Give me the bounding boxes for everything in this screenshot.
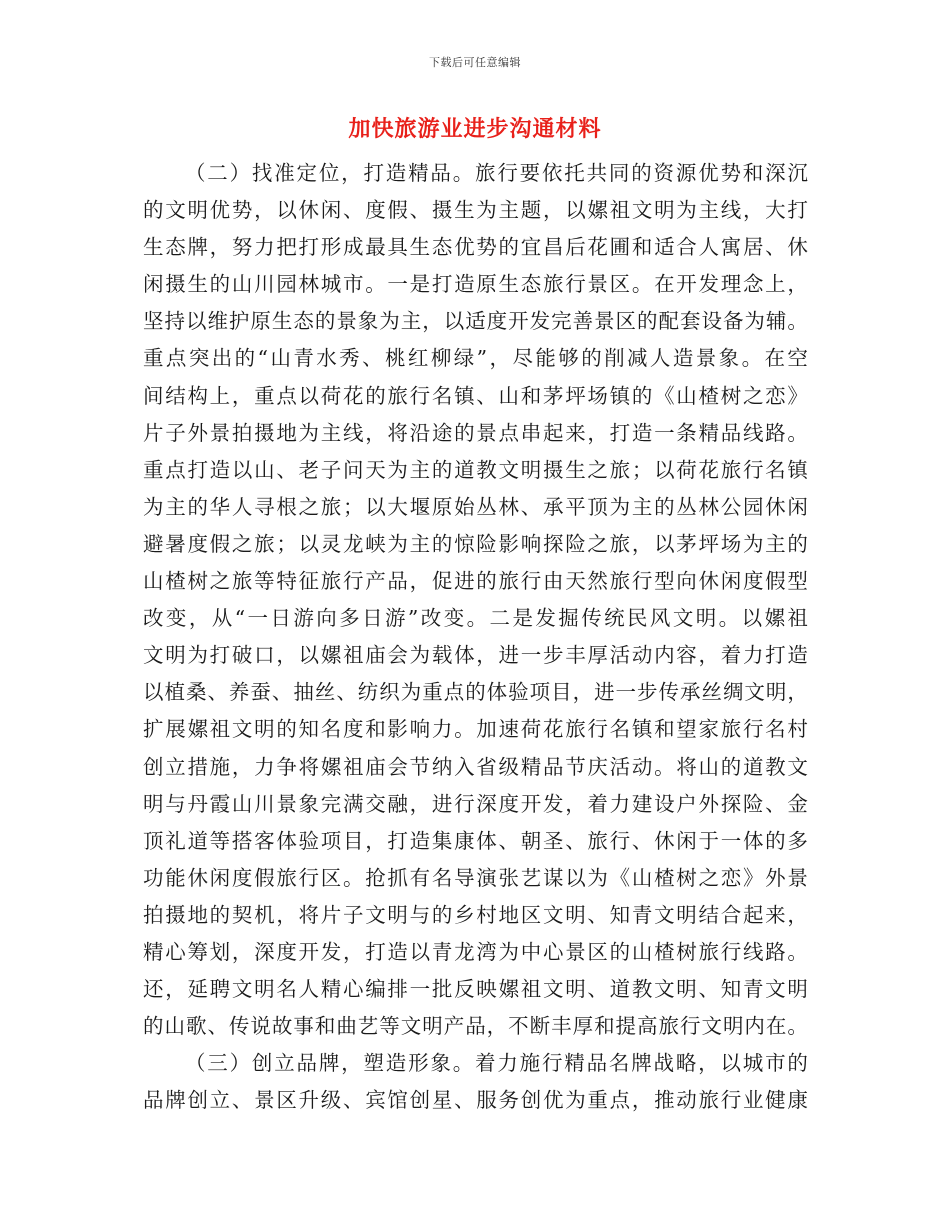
text-line: 重点突出的“山青水秀、桃红柳绿”，尽能够的削减人造景象。在空: [143, 346, 811, 371]
text-line: 还，延聘文明名人精心编排一批反映嫘祖文明、道教文明、知青文明: [143, 977, 810, 1002]
text-line: 明与丹霞山川景象完满交融，进行深度开发，着力建设户外探险、金: [143, 791, 810, 816]
text-line: 片子外景拍摄地为主线，将沿途的景点串起来，打造一条精品线路。: [143, 420, 810, 445]
text-line: 为主的华人寻根之旅；以大堰原始丛林、承平顶为主的丛林公园休闲: [143, 494, 810, 519]
text-line: 山楂树之旅等特征旅行产品，促进的旅行由天然旅行型向休闲度假型: [143, 569, 810, 594]
text-line: 闲摄生的山川园林城市。一是打造原生态旅行景区。在开发理念上，: [143, 272, 810, 297]
text-line: 的文明优势，以休闲、度假、摄生为主题，以嫘祖文明为主线，大打: [143, 198, 810, 223]
text-line: 生态牌，努力把打形成最具生态优势的宜昌后花圃和适合人寓居、休: [143, 235, 810, 260]
text-line: 重点打造以山、老子问天为主的道教文明摄生之旅；以荷花旅行名镇: [143, 457, 810, 482]
text-line: 间结构上，重点以荷花的旅行名镇、山和茅坪场镇的《山楂树之恋》: [143, 383, 810, 408]
text-line: 拍摄地的契机，将片子文明与的乡村地区文明、知青文明结合起来，: [143, 902, 810, 927]
text-line: 创立措施，力争将嫘祖庙会节纳入省级精品节庆活动。将山的道教文: [143, 754, 810, 779]
text-line: 坚持以维护原生态的景象为主，以适度开发完善景区的配套设备为辅。: [143, 309, 809, 334]
text-line: 的山歌、传说故事和曲艺等文明产品，不断丰厚和提高旅行文明内在。: [143, 1014, 809, 1039]
text-line: 品牌创立、景区升级、宾馆创星、服务创优为重点，推动旅行业健康: [143, 1088, 810, 1113]
text-line: 避暑度假之旅；以灵龙峡为主的惊险影响探险之旅，以茅坪场为主的: [143, 531, 810, 556]
text-line: 文明为打破口，以嫘祖庙会为载体，进一步丰厚活动内容，着力打造: [143, 643, 810, 668]
document-title: 加快旅游业进步沟通材料: [348, 116, 602, 142]
text-line: 扩展嫘祖文明的知名度和影响力。加速荷花旅行名镇和望家旅行名村: [143, 717, 810, 742]
text-line: 以植桑、养蚕、抽丝、纺织为重点的体验项目，进一步传承丝绸文明，: [143, 680, 809, 705]
text-line: （三）创立品牌，塑造形象。着力施行精品名牌战略，以城市的: [185, 1051, 810, 1076]
header-note: 下载后可任意编辑: [429, 56, 521, 69]
text-line: 精心筹划，深度开发，打造以青龙湾为中心景区的山楂树旅行线路。: [143, 939, 810, 964]
text-line: （二）找准定位，打造精品。旅行要依托共同的资源优势和深沉: [185, 161, 810, 185]
text-line: 顶礼道等搭客体验项目，打造集康体、朝圣、旅行、休闲于一体的多: [143, 828, 810, 853]
text-line: 改变，从“一日游向多日游”改变。二是发掘传统民风文明。以嫘祖: [143, 606, 811, 631]
document-body: [143, 155, 811, 1119]
text-line: 功能休闲度假旅行区。抢抓有名导演张艺谋以为《山楂树之恋》外景: [143, 865, 810, 890]
